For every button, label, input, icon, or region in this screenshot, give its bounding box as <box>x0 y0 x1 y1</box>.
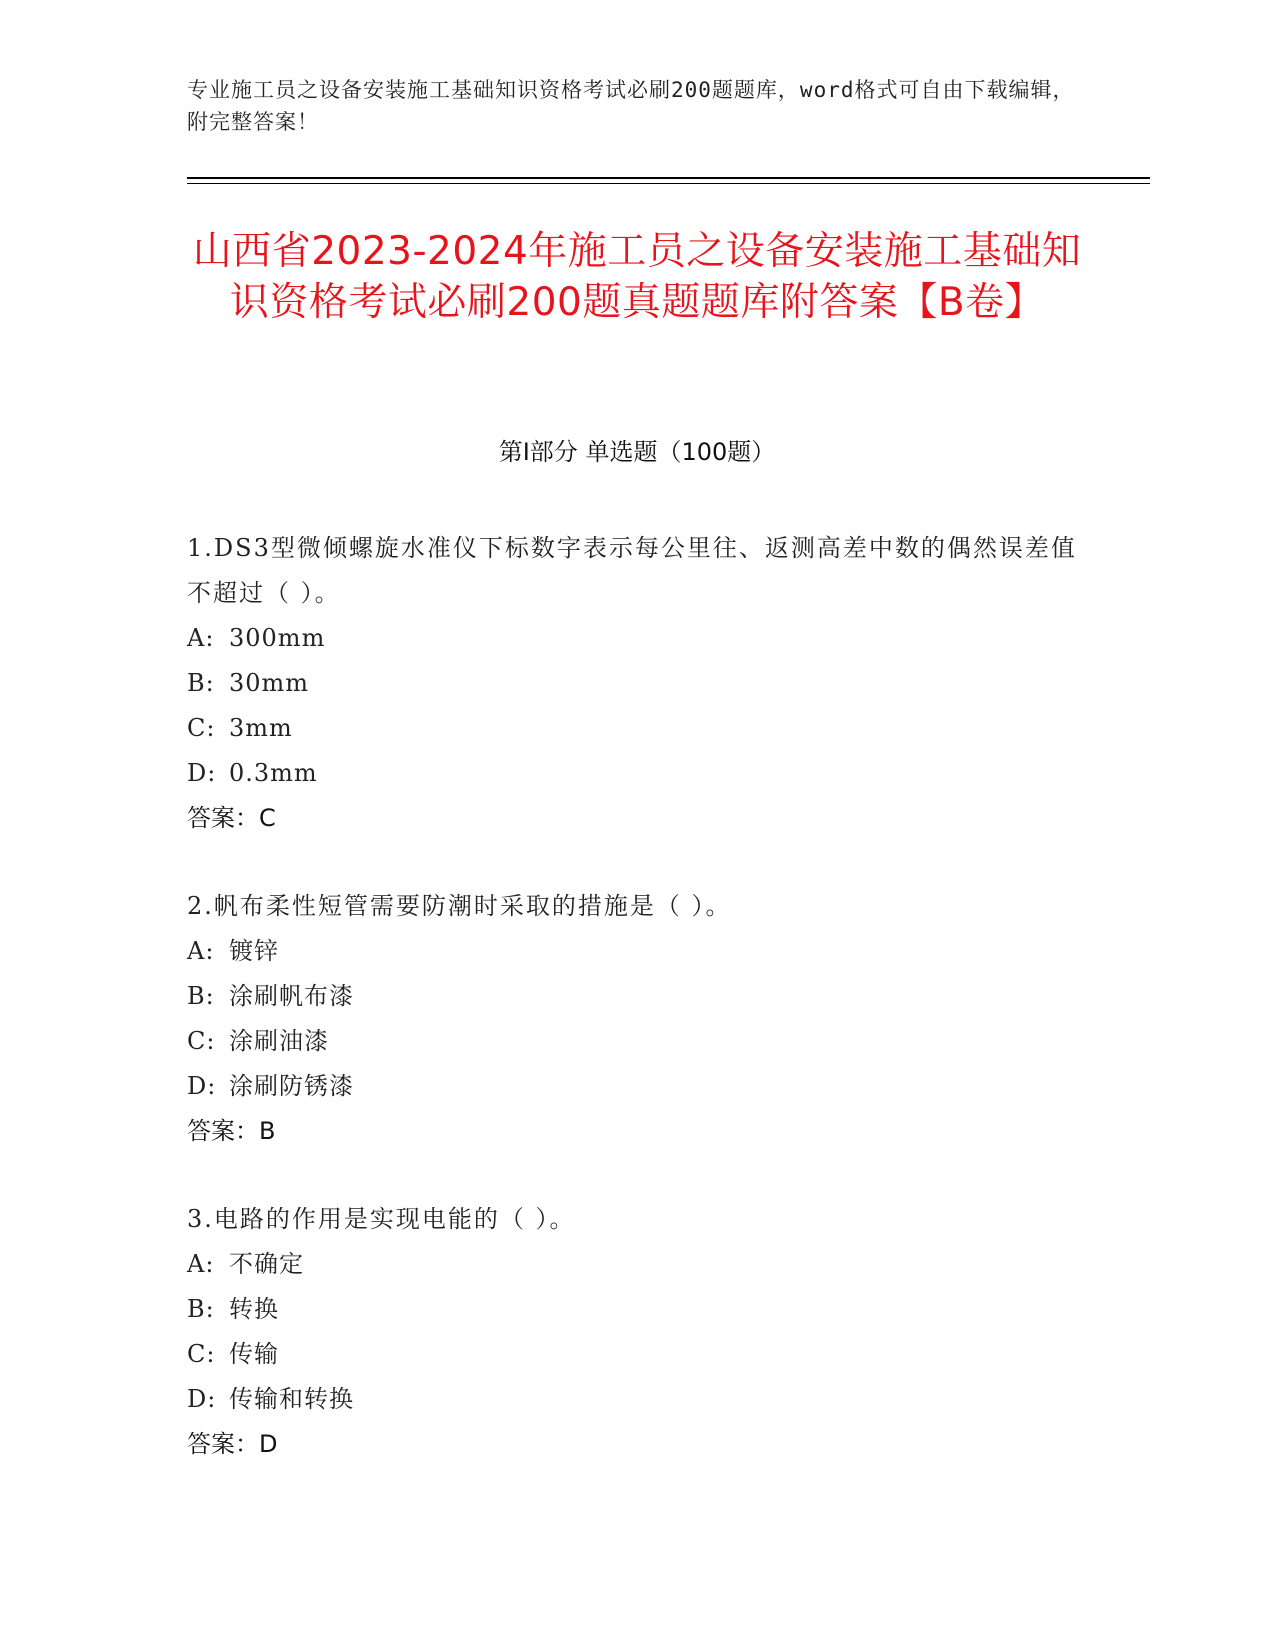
header-rule-thick <box>187 177 1150 179</box>
option-text: 涂刷帆布漆 <box>229 982 354 1010</box>
option-b <box>187 974 1087 1019</box>
question-stem: 2.帆布柔性短管需要防潮时采取的措施是（ ）。 <box>187 892 732 920</box>
option-d <box>187 751 1087 796</box>
option-text: 300mm <box>229 624 326 652</box>
option-key: D: <box>187 1072 217 1100</box>
header-note: 专业施工员之设备安装施工基础知识资格考试必刷200题题库，word格式可自由下载编辑，附完整答案！ <box>187 78 1075 134</box>
option-key: C: <box>187 1027 216 1055</box>
option-key: B: <box>187 1295 215 1323</box>
option-key: C: <box>187 1340 216 1368</box>
option-key: A: <box>187 1250 215 1278</box>
option-text: 3mm <box>229 714 293 742</box>
section-title: 第Ⅰ部分 单选题（100题） <box>498 438 776 466</box>
answer-line: 答案：B <box>187 1117 276 1145</box>
question-2 <box>187 884 1087 1154</box>
answer-line: 答案：C <box>187 804 276 832</box>
option-text: 传输 <box>229 1340 279 1368</box>
option-key: D: <box>187 759 217 787</box>
option-c <box>187 706 1087 751</box>
answer-line: 答案：D <box>187 1430 278 1458</box>
option-text: 30mm <box>229 669 310 697</box>
option-text: 转换 <box>229 1295 279 1323</box>
option-text: 传输和转换 <box>229 1385 354 1413</box>
option-key: D: <box>187 1385 217 1413</box>
question-3 <box>187 1197 1087 1467</box>
option-text: 涂刷防锈漆 <box>229 1072 354 1100</box>
option-c <box>187 1332 1087 1377</box>
option-key: C: <box>187 714 216 742</box>
option-b <box>187 661 1087 706</box>
option-a <box>187 616 1087 661</box>
option-d <box>187 1064 1087 1109</box>
question-1 <box>187 526 1087 841</box>
question-stem: 3.电路的作用是实现电能的（ ）。 <box>187 1205 576 1233</box>
document-title: 山西省2023-2024年施工员之设备安装施工基础知识资格考试必刷200题真题题库附答案【B卷】 <box>192 229 1082 325</box>
option-text: 不确定 <box>229 1250 304 1278</box>
option-key: B: <box>187 669 215 697</box>
option-key: B: <box>187 982 215 1010</box>
option-a <box>187 929 1087 974</box>
option-b <box>187 1287 1087 1332</box>
option-text: 0.3mm <box>229 759 318 787</box>
option-key: A: <box>187 624 215 652</box>
option-c <box>187 1019 1087 1064</box>
option-d <box>187 1377 1087 1422</box>
header-rule-thin <box>187 183 1150 184</box>
question-stem: 1.DS3型微倾螺旋水准仪下标数字表示每公里往、返测高差中数的偶然误差值不超过（ ）。 <box>187 534 1077 607</box>
option-a <box>187 1242 1087 1287</box>
option-text: 涂刷油漆 <box>229 1027 329 1055</box>
question-list <box>187 526 1087 1510</box>
option-key: A: <box>187 937 215 965</box>
option-text: 镀锌 <box>229 937 279 965</box>
